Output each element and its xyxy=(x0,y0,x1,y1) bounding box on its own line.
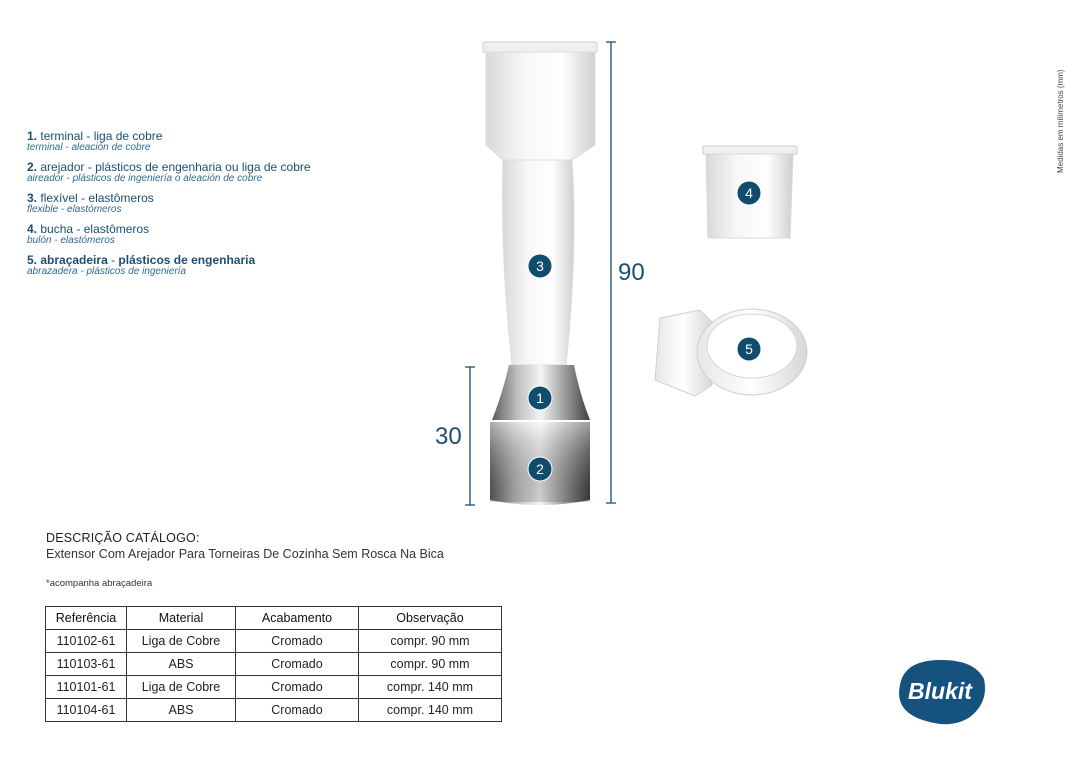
table-row xyxy=(46,653,502,676)
legend-item-5: 5. abraçadeira - plásticos de engenharia abrazadera - plásticos de ingeniería xyxy=(27,255,327,277)
table-header: Referência xyxy=(46,607,127,630)
callout-3 xyxy=(528,254,552,278)
table-cell: 110101-61 xyxy=(46,676,127,699)
dimension-30 xyxy=(465,367,475,505)
table-cell: compr. 140 mm xyxy=(359,699,502,722)
table-cell: Liga de Cobre xyxy=(127,676,236,699)
logo-text: Blukit xyxy=(908,678,972,704)
legend-num: 4. xyxy=(27,222,38,236)
legend-sub: bulón - elastómeros xyxy=(27,235,115,246)
legend-item-4: 4. bucha - elastômeros bulón - elastómeros xyxy=(27,224,327,246)
table-header: Material xyxy=(127,607,236,630)
table-cell: compr. 90 mm xyxy=(359,630,502,653)
legend-num: 2. xyxy=(27,160,38,174)
legend-name: flexível xyxy=(40,191,78,205)
legend-sub: flexible - elastómeros xyxy=(27,204,122,215)
table-cell: Liga de Cobre xyxy=(127,630,236,653)
legend-material: elastômeros xyxy=(83,222,150,236)
legend-name: arejador xyxy=(40,160,85,174)
table-header-row xyxy=(46,607,502,630)
abracadeira-part xyxy=(655,309,807,396)
callout-5 xyxy=(737,337,761,361)
table-cell: compr. 90 mm xyxy=(359,653,502,676)
callout-number: 2 xyxy=(536,461,544,477)
legend-material: plásticos de engenharia xyxy=(118,253,256,267)
catalog-description-title: DESCRIÇÃO CATÁLOGO: xyxy=(46,531,200,545)
legend-name: terminal xyxy=(40,129,84,143)
callout-number: 1 xyxy=(536,390,544,406)
table-cell: compr. 140 mm xyxy=(359,676,502,699)
bucha-rim xyxy=(703,146,797,154)
table-row xyxy=(46,699,502,722)
legend-sub: terminal - aleación de cobre xyxy=(27,142,151,153)
dimension-90-label: 90 xyxy=(618,259,645,286)
legend-material: elastômeros xyxy=(88,191,154,205)
callout-number: 5 xyxy=(745,341,753,357)
flexible-hose-upper xyxy=(486,52,595,160)
callout-1 xyxy=(528,386,552,410)
blukit-logo xyxy=(890,657,988,727)
table-row xyxy=(46,676,502,699)
legend-num: 3. xyxy=(27,191,38,205)
table-row xyxy=(46,630,502,653)
table-cell: ABS xyxy=(127,699,236,722)
accessory-note: *acompanha abraçadeira xyxy=(46,578,153,589)
terminal-cap xyxy=(483,42,597,52)
legend-name: abraçadeira xyxy=(40,253,108,267)
legend-sub: aireador - plásticos de ingeniería o aleación de cobre xyxy=(27,173,263,184)
table-header: Acabamento xyxy=(236,607,359,630)
legend-item-2: 2. arejador - plásticos de engenharia ou liga de cobre aireador - plásticos de ingeniería o aleación de cobre xyxy=(27,162,327,184)
table-cell: 110104-61 xyxy=(46,699,127,722)
legend-material: plásticos de engenharia ou liga de cobre xyxy=(95,160,311,174)
table-cell: Cromado xyxy=(236,653,359,676)
table-cell: Cromado xyxy=(236,699,359,722)
table-cell: Cromado xyxy=(236,630,359,653)
callout-number: 4 xyxy=(745,185,753,201)
table-cell: Cromado xyxy=(236,676,359,699)
callout-4 xyxy=(737,181,761,205)
table-cell: 110103-61 xyxy=(46,653,127,676)
legend-num: 1. xyxy=(27,129,38,143)
catalog-description-text: Extensor Com Arejador Para Torneiras De Cozinha Sem Rosca Na Bica xyxy=(46,547,444,561)
legend-item-3: 3. flexível - elastômeros flexible - elastómeros xyxy=(27,193,327,215)
legend-name: bucha xyxy=(40,222,74,236)
legend-num: 5. xyxy=(27,253,38,267)
legend-item-1: 1. terminal - liga de cobre terminal - aleación de cobre xyxy=(27,131,327,153)
units-note-text: Medidas em milímetros (mm) xyxy=(1056,69,1065,173)
table-cell: ABS xyxy=(127,653,236,676)
dimension-30-label: 30 xyxy=(435,423,462,450)
spec-table xyxy=(45,606,502,722)
callout-2 xyxy=(528,457,552,481)
table-cell: 110102-61 xyxy=(46,630,127,653)
table-header: Observação xyxy=(359,607,502,630)
dimension-90 xyxy=(606,42,616,503)
legend-material: liga de cobre xyxy=(93,129,163,143)
legend-sub: abrazadera - plásticos de ingeniería xyxy=(27,266,186,277)
callout-number: 3 xyxy=(536,258,544,274)
